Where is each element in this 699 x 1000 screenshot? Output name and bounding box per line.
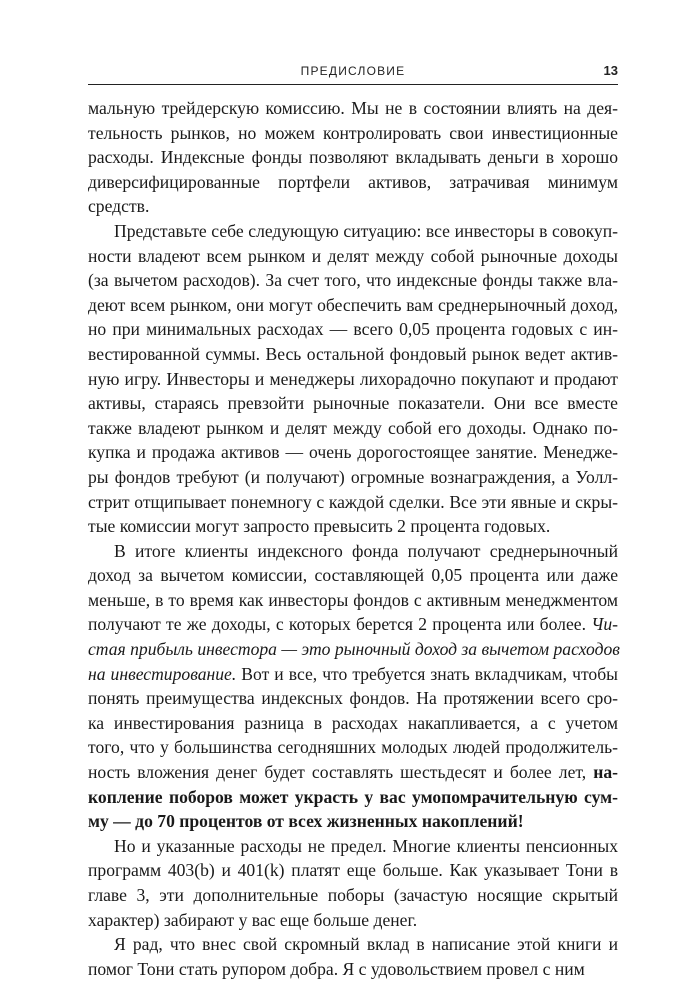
text-segment: диверсифицированные портфели активов, затрачивая минимум [88, 171, 618, 192]
page-number: 13 [603, 63, 618, 78]
text-segment: главе 3, эти дополнительные поборы (зачастую носящие скрытый [88, 885, 618, 905]
text-segment: ную игру. Инвесторы и менеджеры лихорадочно покупают и продают [88, 368, 618, 389]
text-line [88, 514, 618, 539]
text-line [88, 662, 618, 687]
bold-text: му — до 70 процентов от всех жизненных накоплений! [88, 811, 524, 832]
text-segment: тельность рынков, но можем контролировать свои инвестиционные [88, 122, 618, 143]
italic-text: на инвестирование. [88, 663, 237, 684]
text-line [88, 490, 618, 515]
text-line [88, 858, 618, 883]
text-line [88, 170, 618, 195]
text-line [88, 391, 618, 416]
text-segment: мальную трейдерскую комиссию. Мы не в состоянии влиять на дея- [88, 98, 618, 118]
bold-text: на- [593, 762, 618, 783]
text-line [88, 219, 618, 244]
text-segment: программ 403(b) и 401(k) платят еще больше. Как указывает Тони в [88, 860, 618, 881]
text-line [88, 317, 618, 342]
text-segment: купка и продажа активов — очень дорогостоящее занятие. Менедже- [88, 442, 618, 463]
text-line [88, 539, 618, 564]
text-segment: стрит отщипывает понемногу с каждой сделки. Все эти явные и скры- [88, 491, 618, 512]
text-line [88, 809, 618, 834]
paragraph [88, 834, 618, 932]
text-segment: понять преимущества индексных фондов. На протяжении всего сро- [88, 688, 618, 709]
text-line [88, 686, 618, 711]
text-line [88, 416, 618, 441]
text-segment: ка инвестирования разница в расходах накапливается, а с учетом [88, 712, 618, 733]
text-line [88, 834, 618, 859]
text-line [88, 612, 618, 637]
text-line [88, 342, 618, 367]
text-segment: ры фондов требуют (и получают) огромные вознаграждения, а Уолл- [88, 466, 618, 487]
paragraph [88, 96, 618, 219]
text-line [88, 908, 618, 933]
paragraph [88, 539, 618, 834]
text-segment: В итоге клиенты индексного фонда получают среднерыночный [114, 540, 618, 561]
italic-text: стая прибыль инвестора — это рыночный доход за вычетом расходов [88, 639, 620, 660]
text-segment: получают те же доходы, с которых берется 2 процента или более. [88, 614, 592, 635]
paragraph [88, 932, 618, 981]
text-segment: тые комиссии могут запросто превысить 2 процента годовых. [88, 516, 551, 537]
text-line [88, 367, 618, 392]
bold-text: копление поборов может украсть у вас умопомрачительную сум- [88, 786, 618, 807]
text-line [88, 194, 618, 219]
text-line [88, 465, 618, 490]
running-head [88, 62, 618, 85]
text-line [88, 735, 618, 760]
text-line [88, 121, 618, 146]
text-line [88, 760, 618, 785]
text-segment: доход за вычетом комиссии, составляющей 0,05 процента или даже [88, 565, 618, 586]
text-segment: вестированной суммы. Весь остальной фондовый рынок ведет актив- [88, 343, 618, 364]
text-segment: средств. [88, 196, 150, 217]
text-segment: расходы. Индексные фонды позволяют вкладывать деньги в хорошо [88, 147, 618, 168]
text-segment: того, что у большинства сегодняшних молодых людей продолжитель- [88, 737, 618, 758]
text-segment: активы, стараясь превзойти рыночные показатели. Они все вместе [88, 393, 618, 414]
text-segment: ность вложения денег будет составлять шестьдесят и более лет, [88, 762, 594, 783]
text-line [88, 932, 618, 957]
text-segment: (за вычетом расходов). За счет того, что индексные фонды также вла- [88, 270, 618, 291]
text-segment: характер) забирают у вас еще больше денег. [88, 909, 418, 930]
text-line [88, 785, 618, 810]
text-line [88, 293, 618, 318]
text-line [88, 96, 618, 121]
text-line [88, 957, 618, 982]
body-text [88, 96, 618, 981]
text-line [88, 440, 618, 465]
text-line [88, 244, 618, 269]
text-line [88, 563, 618, 588]
text-line [88, 268, 618, 293]
italic-text: Чи- [591, 614, 618, 635]
text-segment: помог Тони стать рупором добра. Я с удовольствием провел с ним [88, 958, 585, 979]
text-segment: Но и указанные расходы не предел. Многие клиенты пенсионных [114, 835, 618, 856]
text-segment: деют всем рынком, они могут обеспечить вам среднерыночный доход, [88, 294, 618, 315]
section-title: ПРЕДИСЛОВИЕ [300, 64, 406, 78]
text-segment: Представьте себе следующую ситуацию: все инвесторы в совокуп- [114, 220, 618, 241]
text-segment: Вот и все, что требуется знать вкладчикам, чтобы [236, 663, 618, 684]
text-segment: также владеют рынком и делят между собой его доходы. Однако по- [88, 417, 618, 438]
text-segment: ности владеют всем рынком и делят между собой рыночные доходы [88, 245, 618, 266]
text-segment: меньше, в то время как инвесторы фондов с активным менеджментом [88, 589, 618, 610]
text-line [88, 711, 618, 736]
text-line [88, 588, 618, 613]
text-segment: Я рад, что внес свой скромный вклад в написание этой книги и [114, 934, 618, 955]
text-line [88, 883, 618, 908]
paragraph [88, 219, 618, 539]
text-line [88, 145, 618, 170]
text-line [88, 637, 618, 662]
text-segment: но при минимальных расходах — всего 0,05 процента годовых с ин- [88, 319, 618, 340]
